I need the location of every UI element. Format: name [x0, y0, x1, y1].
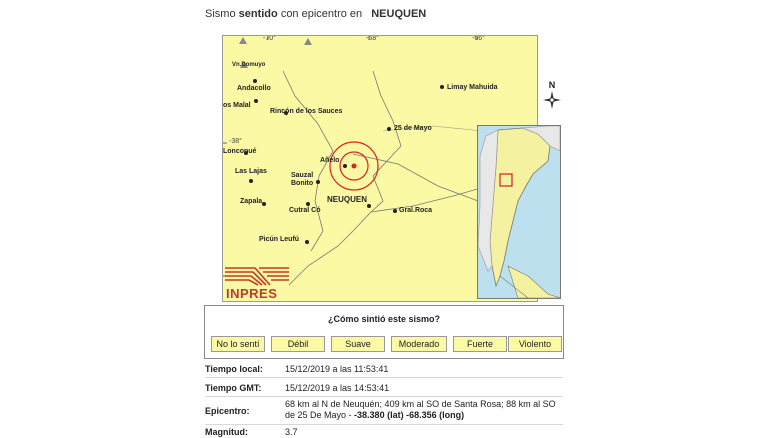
divider — [205, 377, 563, 378]
tick-label: -68° — [366, 35, 379, 42]
local-time-value: 15/12/2019 a las 11:53:41 — [285, 364, 389, 374]
magnitude-label: Magnitud: — [205, 427, 248, 437]
heading-suffix: con epicentro en — [280, 8, 363, 20]
place-vn-domuyo: Vn.Domuyo — [232, 62, 266, 68]
argentina-outline — [478, 126, 560, 298]
divider — [205, 396, 563, 397]
tick-label: -38° — [229, 138, 242, 145]
felt-survey-panel — [204, 305, 564, 359]
place-dot — [387, 127, 391, 131]
argentina-inset-map — [477, 125, 561, 299]
heading-bold: sentido — [238, 8, 278, 20]
place-25-de-mayo: 25 de Mayo — [394, 125, 432, 132]
place-andacollo: Andacollo — [237, 85, 271, 92]
place-rincon-de-los-sauces: Rincón de los Sauces — [270, 108, 343, 115]
place-dot — [254, 99, 258, 103]
local-time-label: Tiempo local: — [205, 364, 263, 374]
place-las-lajas: Las Lajas — [235, 168, 267, 175]
tick-label: -70° — [263, 35, 276, 42]
heading-city: NEUQUEN — [371, 8, 427, 20]
place-dot — [393, 209, 397, 213]
place-dot — [305, 240, 309, 244]
divider — [205, 424, 563, 425]
epicenter-lat: -38.380 (lat) — [354, 410, 404, 420]
place-zapala: Zapala — [240, 198, 263, 205]
magnitude-value: 3.7 — [285, 427, 298, 437]
place-dot — [249, 179, 253, 183]
place-dot — [316, 180, 320, 184]
felt-button-suave[interactable]: Suave — [331, 336, 385, 352]
place-cutral-co: Cutral Có — [289, 207, 321, 214]
place-loncopue: Loncopué — [223, 148, 257, 155]
place-anelo: Añelo — [320, 157, 340, 164]
place-dot — [367, 204, 371, 208]
tick-label: -66° — [472, 35, 485, 42]
border-line — [371, 71, 401, 212]
place-sauzal: Sauzal — [291, 172, 314, 179]
page-heading — [205, 8, 426, 20]
compass-icon — [542, 90, 562, 110]
place-bonito: Bonito — [291, 180, 314, 187]
epicenter-dot — [352, 164, 357, 169]
place-picun-leufu: Picún Leufú — [259, 236, 300, 243]
inpres-logo — [225, 265, 289, 300]
gmt-time-value: 15/12/2019 a las 14:53:41 — [285, 383, 390, 393]
border-line — [283, 212, 371, 291]
place-dot — [253, 79, 257, 83]
felt-button-debil[interactable]: Débil — [271, 336, 325, 352]
felt-question: ¿Cómo sintió este sismo? — [327, 314, 441, 324]
felt-button-fuerte[interactable]: Fuerte — [453, 336, 507, 352]
epicenter-lon: -68.356 (long) — [406, 410, 465, 420]
epicenter-value: 68 km al N de Neuquén; 409 km al SO de Santa Rosa; 88 km al SO de 25 De Mayo - -38.380 (lat) -68.356 (long) — [285, 399, 556, 420]
volcano-icon — [239, 37, 247, 44]
river-line — [353, 154, 478, 201]
felt-button-moderado[interactable]: Moderado — [391, 336, 447, 352]
north-indicator — [542, 80, 562, 112]
place-limay-mahuida: Limay Mahuida — [447, 84, 498, 91]
volcano-icon — [304, 38, 312, 45]
place-chos-malal: os Malal — [223, 102, 251, 109]
logo-stripes — [225, 265, 289, 287]
felt-button-no-lo-senti[interactable]: No lo sentí — [211, 336, 265, 352]
place-neuquen: NEUQUEN — [327, 195, 368, 204]
place-gral-roca: Gral.Roca — [399, 207, 433, 214]
north-label: N — [548, 80, 556, 90]
place-dot — [440, 85, 444, 89]
place-dot — [262, 202, 266, 206]
logo-text: INPRES — [226, 286, 278, 301]
place-dot — [306, 202, 310, 206]
gmt-time-label: Tiempo GMT: — [205, 383, 262, 393]
place-dot — [343, 164, 347, 168]
felt-button-violento[interactable]: Violento — [508, 336, 562, 352]
epicenter-label: Epicentro: — [205, 406, 250, 416]
heading-prefix: Sismo — [205, 8, 236, 20]
epicenter-description: 68 km al N de Neuquén; 409 km al SO de Santa Rosa; 88 km al SO de 25 De Mayo — [285, 399, 556, 420]
